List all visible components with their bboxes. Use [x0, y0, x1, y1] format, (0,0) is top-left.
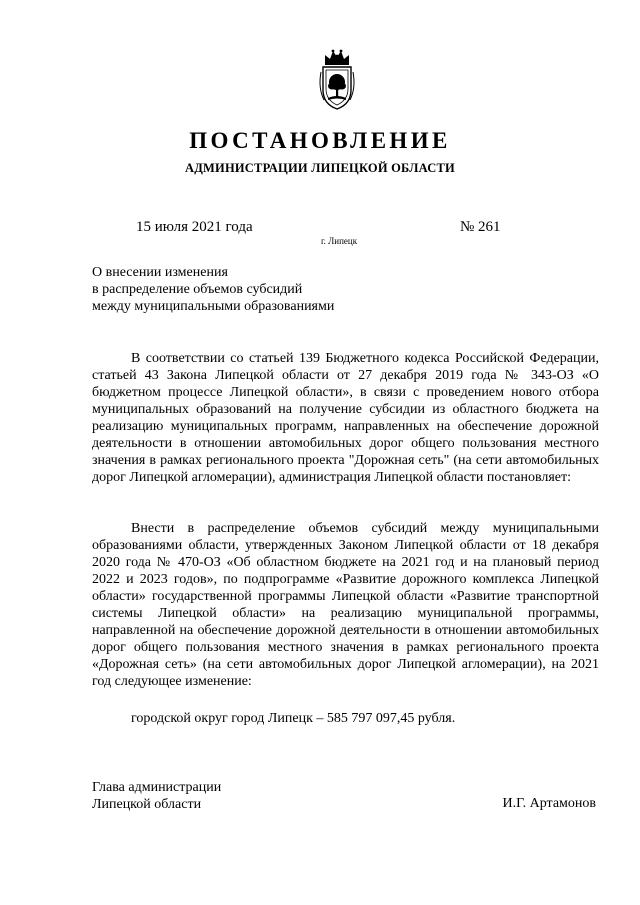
signatory-title-line: Липецкой области [92, 797, 202, 812]
subject-line: О внесении изменения [92, 265, 228, 280]
subject-line: в распределение объемов субсидий [92, 282, 303, 297]
subject-line: между муниципальными образованиями [92, 299, 335, 314]
body-paragraph-1: В соответствии со статьей 139 Бюджетного кодекса Российской Федерации, статьей 43 Закона Липецкой области от 27 декабря 2019 года № 343-ОЗ «О бюджетном процессе Липецкой области», в связи с проведением нового отбора муниципальных образований на получение субсидии из областного бюджета на реализацию муниципальных программ, направленных на обеспечение дорожной деятельности в отношении автомобильных дорог общего пользования местного значения в рамках регионального проекта "Дорожная сеть" (на сети автомобильных дорог Липецкой агломерации), администрация Липецкой области постановляет: [92, 351, 599, 485]
signatory-title-line: Глава администрации [92, 780, 222, 795]
document-city: г. Липецк [321, 236, 358, 246]
document-title: ПОСТАНОВЛЕНИЕ [189, 128, 451, 153]
document-date: 15 июля 2021 года [136, 219, 253, 235]
body-paragraph-2: Внести в распределение объемов субсидий между муниципальными образованиями области, утвержденных Законом Липецкой области от 18 декабря 2020 года № 470-ОЗ «Об областном бюджете на 2021 год и на плановый период 2022 и 2023 годов», по подпрограмме «Развитие дорожного комплекса Липецкой области» государственной программы Липецкой области «Развитие транспортной системы Липецкой области» на реализацию муниципальной программы, направленной на обеспечение дорожной деятельности в отношении автомобильных дорог общего пользования местного значения в рамках регионального проекта «Дорожная сеть» (на сети автомобильных дорог Липецкой агломерации), на 2021 год следующее изменение: [92, 521, 599, 689]
signatory-title [92, 779, 221, 813]
subsidy-amount-line: городской округ город Липецк – 585 797 097,45 рубля. [131, 711, 456, 726]
signatory-name: И.Г. Артамонов [502, 796, 596, 811]
document-subject [92, 264, 334, 315]
issuing-authority: АДМИНИСТРАЦИИ ЛИПЕЦКОЙ ОБЛАСТИ [185, 161, 455, 175]
document-number: № 261 [460, 219, 501, 235]
coat-of-arms-icon [316, 48, 358, 112]
